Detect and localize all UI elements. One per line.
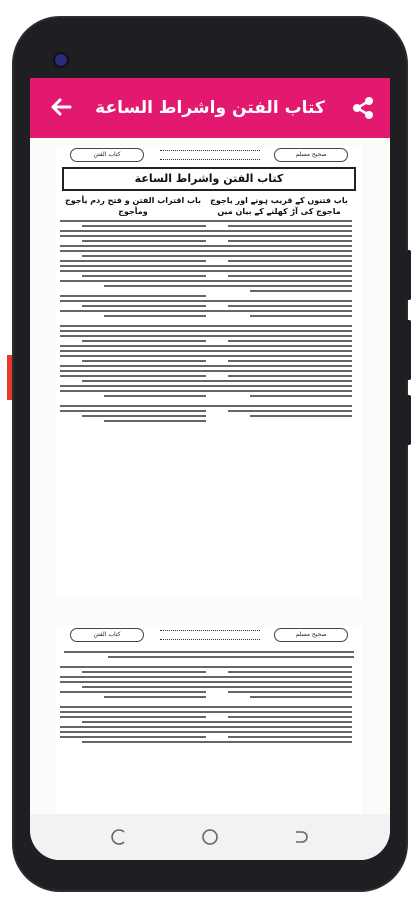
power-button <box>406 250 411 300</box>
arabic-column <box>60 663 206 746</box>
column-heading: باب فتنوں کے قریب ہونے اور یاجوج ماجوج کی آڑ کھلنے کے بیان میں <box>210 196 348 216</box>
share-icon[interactable] <box>348 93 378 123</box>
nav-recents-icon[interactable] <box>110 827 130 847</box>
nav-back-icon[interactable] <box>290 827 310 847</box>
document-page <box>56 626 362 814</box>
header-ornament <box>160 150 260 160</box>
header-chip-left: كتاب الفتن <box>70 148 144 162</box>
nav-home-icon[interactable] <box>200 827 220 847</box>
camera <box>55 54 67 66</box>
volume-button-2 <box>406 395 411 445</box>
header-chip-left: كتاب الفتن <box>70 628 144 642</box>
urdu-column <box>206 663 352 746</box>
text-columns <box>56 663 362 746</box>
screen <box>30 78 390 860</box>
urdu-column <box>206 195 352 425</box>
side-indicator <box>7 355 12 400</box>
chapter-title: كتاب الفتن واشراط الساعة <box>62 167 356 191</box>
header-chip-right: صحیح مسلم <box>274 148 348 162</box>
app-title: كتاب الفتن واشراط الساعة <box>95 98 325 118</box>
page-header <box>60 146 358 164</box>
document-page <box>56 146 362 598</box>
page-header <box>60 626 358 644</box>
system-nav-bar <box>30 814 390 860</box>
header-chip-right: صحیح مسلم <box>274 628 348 642</box>
arabic-column <box>60 195 206 425</box>
header-ornament <box>160 630 260 640</box>
column-heading: باب اقتراب الفتن و فتح ردم يأجوج ومأجوج <box>64 196 202 216</box>
app-bar <box>30 78 390 138</box>
text-columns <box>56 195 362 425</box>
arrow-back-icon[interactable] <box>46 92 76 122</box>
document-viewer[interactable] <box>30 138 390 814</box>
volume-button <box>406 320 411 380</box>
